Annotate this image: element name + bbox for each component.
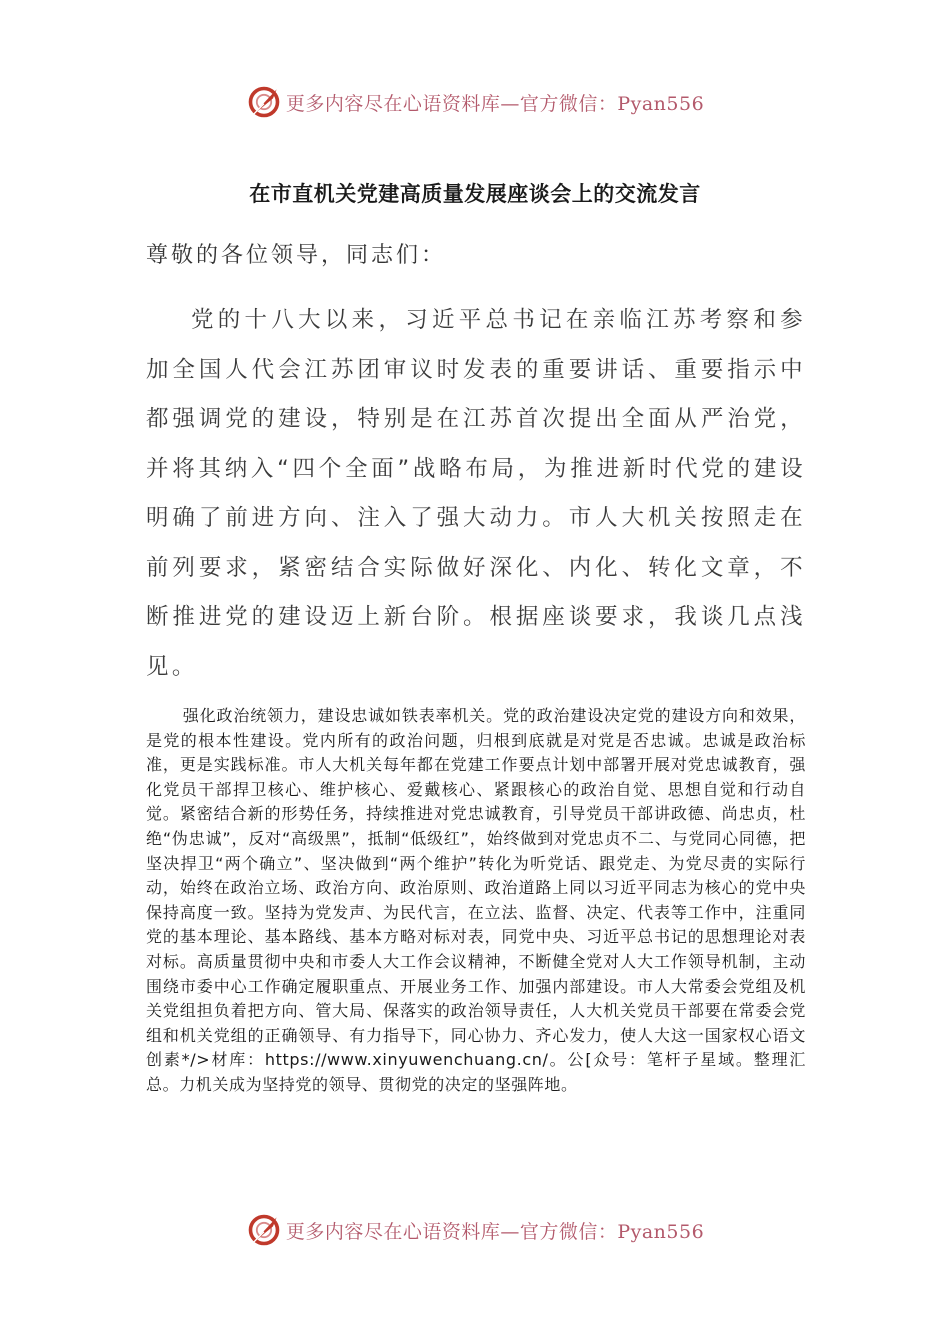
quill-pen-logo-icon	[246, 84, 282, 120]
salutation: 尊敬的各位领导，同志们：	[146, 243, 447, 268]
quill-pen-logo-icon	[246, 1212, 282, 1248]
footer-banner	[0, 1208, 950, 1252]
header-banner	[0, 80, 950, 124]
document-title: 在市直机关党建高质量发展座谈会上的交流发言	[249, 182, 701, 206]
banner-text: 更多内容尽在心语资料库—官方微信：Pyan556	[285, 1220, 705, 1243]
body-paragraph: 强化政治统领力，建设忠诚如铁表率机关。党的政治建设决定党的建设方向和效果，是党的根本性建设。党内所有的政治问题，归根到底就是对党是否忠诚。忠诚是政治标准，更是实践标准。市人大机关每年都在党建工作要点计划中部署开展对党忠诚教育，强化党员干部捍卫核心、维护核心、爱戴核心、紧跟核心的政治自觉、思想自觉和行动自觉。紧密结合新的形势任务，持续推进对党忠诚教育，引导党员干部讲政德、尚忠贞，杜绝“伪忠诚”，反对“高级黑”，抵制“低级红”，始终做到对党忠贞不二、与党同心同德，把坚决捍卫“两个确立”、坚决做到“两个维护”转化为听党话、跟党走、为党尽责的实际行动，始终在政治立场、政治方向、政治原则、政治道路上同以习近平同志为核心的党中央保持高度一致。坚持为党发声、为民代言，在立法、监督、决定、代表等工作中，注重同党的基本理论、基本路线、基本方略对标对表，同党中央、习近平总书记的思想理论对表对标。高质量贯彻中央和市委人大工作会议精神，不断健全党对人大工作领导机制，主动围绕市委中心工作确定履职重点、开展业务工作、加强内部建设。市人大常委会党组及机关党组担负着把方向、管大局、保落实的政治领导责任，人大机关党员干部要在常委会党组和机关党组的正确领导、有力指导下，同心协力、齐心发力，使人大这一国家权心语文创素*/>材库：https://www.xinyuwenchuang.cn/。公[众号：笔杆子星域。整理汇总。力机关成为坚持党的领导、贯彻党的决定的坚强阵地。	[146, 706, 806, 1094]
intro-paragraph: 党的十八大以来，习近平总书记在亲临江苏考察和参加全国人代会江苏团审议时发表的重要讲话、重要指示中都强调党的建设，特别是在江苏首次提出全面从严治党，并将其纳入“四个全面”战略布局，为推进新时代党的建设明确了前进方向、注入了强大动力。市人大机关按照走在前列要求，紧密结合实际做好深化、内化、转化文章，不断推进党的建设迈上新台阶。根据座谈要求，我谈几点浅见。	[146, 307, 806, 680]
banner-text: 更多内容尽在心语资料库—官方微信：Pyan556	[285, 92, 705, 115]
